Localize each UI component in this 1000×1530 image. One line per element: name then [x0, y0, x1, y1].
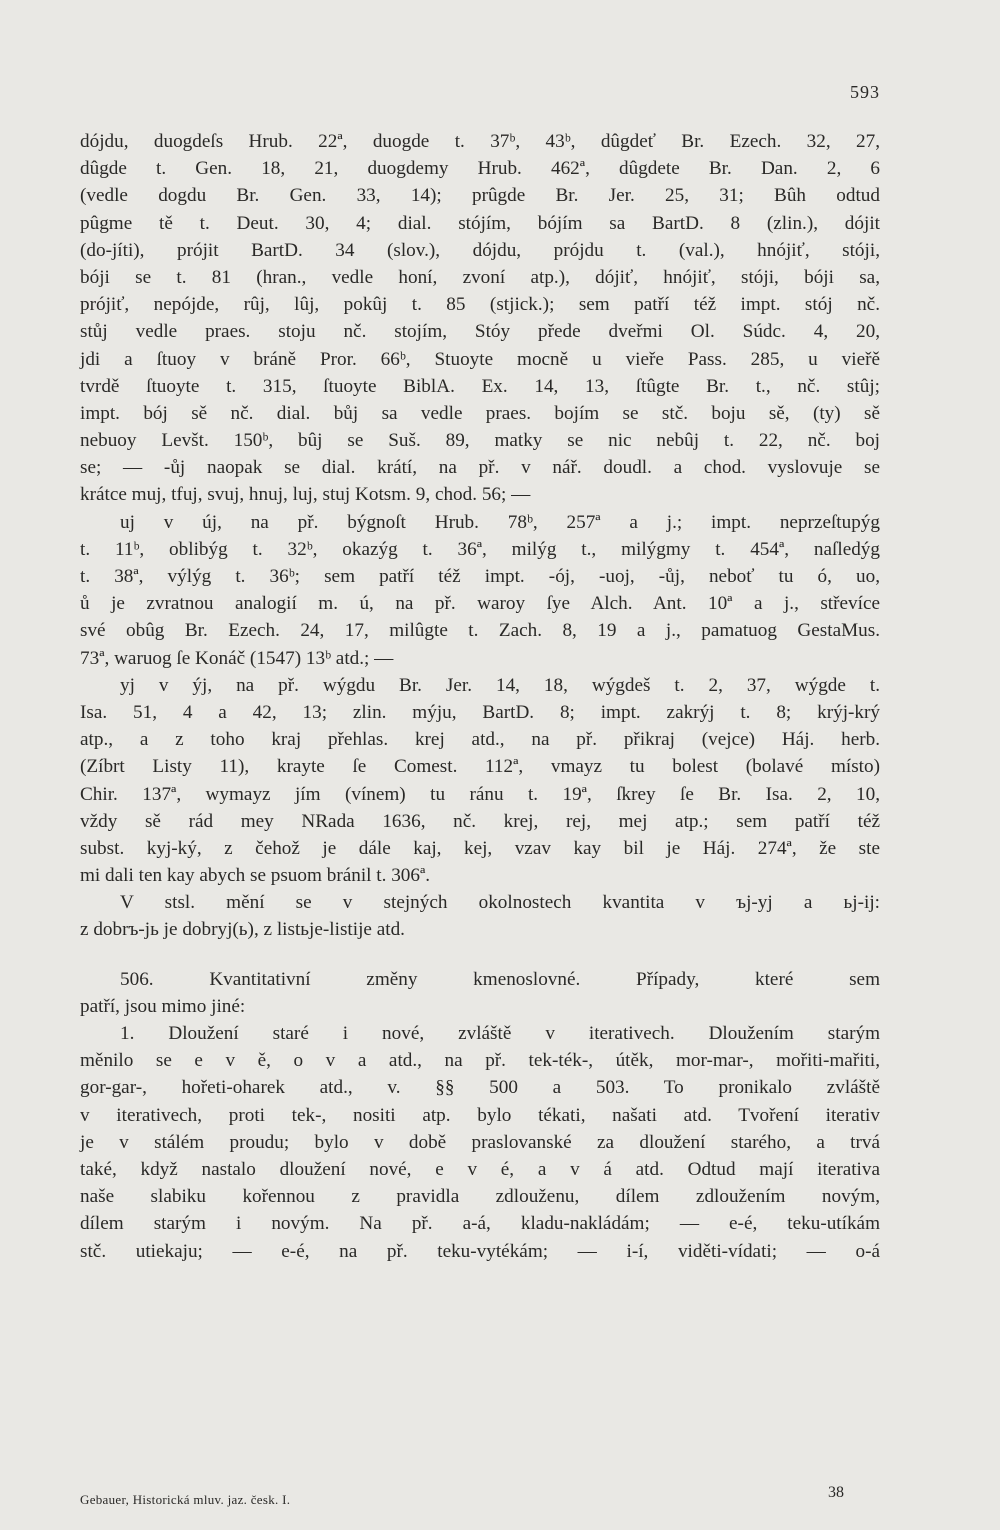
text-line: gor-gar-, hořeti-oharek atd., v. §§ 500 a 503. To pronikalo zvláště [80, 1077, 880, 1099]
section-gap [80, 944, 880, 966]
text-line: 73ª, waruog ſe Konáč (1547) 13ᵇ atd.; — [80, 647, 394, 669]
text-line: také, když nastalo dloužení nové, e v é, a v á atd. Odtud mají iterativa [80, 1158, 880, 1180]
text-line: z dobrъ-jь je dobryj(ь), z listьje-listije atd. [80, 919, 405, 941]
text-line: se; — -ůj naopak se dial. krátí, na př. v nář. doudl. a chod. vyslovuje se [80, 457, 880, 479]
text-line: Chir. 137ª, wymayz jím (vínem) tu ránu t. 19ª, ſkrey ſe Br. Isa. 2, 10, [80, 783, 880, 805]
text-line: V stsl. mění se v stejných okolnostech kvantita v ъj-yj a ьj-ij: [120, 892, 880, 914]
paragraph-4 [80, 889, 880, 943]
text-line: atp., a z toho kraj přehlas. krej atd., na př. přikraj (vejce) Háj. herb. [80, 729, 880, 751]
text-line: t. 38ª, výlýg t. 36ᵇ; sem patří též impt. -ój, -uoj, -ůj, neboť tu ó, uo, [80, 566, 880, 587]
signature-number: 38 [828, 1484, 844, 1501]
text-line: v iterativech, proti tek-, nositi atp. bylo tékati, našati atd. Tvoření iterativ [80, 1104, 880, 1126]
text-line: ů je zvratnou analogií m. ú, na př. waroy ſye Alch. Ant. 10ª a j., střevíce [80, 593, 880, 615]
page-number: 593 [850, 82, 880, 102]
text-line: 1. Dloužení staré i nové, zvláště v iterativech. Dloužením starým [120, 1023, 880, 1044]
text-line: dójdu, duogdeſs Hrub. 22ª, duogde t. 37ᵇ, 43ᵇ, dûgdeť Br. Ezech. 32, 27, [80, 131, 880, 152]
text-line: impt. bój sě nč. dial. bůj sa vedle praes. bojím se stč. boju sě, (ty) sě [80, 402, 880, 424]
text-line: jdi a ſtuoy v bráně Pror. 66ᵇ, Stuoyte mocně u vieře Pass. 285, u vieřě [80, 348, 880, 370]
section-heading: 506. Kvantitativní změny kmenoslovné. Případy, které sem [120, 968, 880, 990]
text-line: bóji se t. 81 (hran., vedle honí, zvoní atp.), dójiť, hnójiť, stóji, bóji sa, [80, 266, 880, 288]
paragraph-1 [80, 128, 880, 509]
text-line: měnilo se e v ě, o v a atd., na př. tek-ték-, útěk, mor-mar-, mořiti-mařiti, [80, 1050, 880, 1072]
text-line: pûgme tě t. Deut. 30, 4; dial. stójím, bójím sa BartD. 8 (zlin.), dójit [80, 212, 880, 234]
text-line: mi dali ten kay abych se psuom bránil t. 306ª. [80, 865, 431, 887]
text-line: (do-jíti), prójit BartD. 34 (slov.), dójdu, prójdu t. (val.), hnójiť, stóji, [80, 239, 880, 261]
text-line: subst. kyj-ký, z čehož je dále kaj, kej, vzav kay bil je Háj. 274ª, že ste [80, 837, 880, 859]
paragraph-3 [80, 672, 880, 890]
text-line: dílem starým i novým. Na př. a-á, kladu-nakládám; — e-é, teku-utíkám [80, 1213, 880, 1235]
text-line: (Zíbrt Listy 11), krayte ſe Comest. 112ª, vmayz tu bolest (bolavé místo) [80, 756, 880, 778]
text-body [80, 128, 880, 1265]
text-line: je v stálém proudu; bylo v době praslovanské za dloužení starého, a trvá [80, 1131, 880, 1153]
text-line: uj v új, na př. býgnoſt Hrub. 78ᵇ, 257ª a j.; impt. neprzeſtupýg [120, 511, 880, 533]
text-line: krátce muj, tfuj, svuj, hnuj, luj, stuj Kotsm. 9, chod. 56; — [80, 484, 531, 506]
text-line: Isa. 51, 4 a 42, 13; zlin. mýju, BartD. 8; impt. zakrýj t. 8; krýj-krý [80, 701, 880, 723]
text-line: yj v ýj, na př. wýgdu Br. Jer. 14, 18, wýgdeš t. 2, 37, wýgde t. [120, 674, 880, 696]
text-line: (vedle dogdu Br. Gen. 33, 14); prûgde Br. Jer. 25, 31; Bûh odtud [80, 185, 880, 207]
text-line: t. 11ᵇ, oblibýg t. 32ᵇ, okazýg t. 36ª, milýg t., milýgmy t. 454ª, naſledýg [80, 538, 880, 560]
text-line: vždy sě rád mey NRada 1636, nč. krej, rej, mej atp.; sem patří též [80, 810, 880, 832]
paragraph-5 [80, 1020, 880, 1265]
footer-signature: Gebauer, Historická mluv. jaz. česk. I. [80, 1492, 291, 1507]
text-line: tvrdě ſtuoyte t. 315, ſtuoyte BiblA. Ex. 14, 13, ſtûgte Br. t., nč. stûj; [80, 375, 880, 397]
text-line: patří, jsou mimo jiné: [80, 995, 246, 1017]
section-506 [80, 966, 880, 1020]
text-line: naše slabiku kořennou z pravidla zdlouženu, dílem zdloužením novým, [80, 1186, 880, 1208]
text-line: své obûg Br. Ezech. 24, 17, milûgte t. Zach. 8, 19 a j., pamatuog GestaMus. [80, 620, 880, 642]
text-line: stč. utiekaju; — e-é, na př. teku-vytékám; — i-í, viděti-vídati; — o-á [80, 1240, 880, 1262]
paragraph-2 [80, 509, 880, 672]
text-line: stůj vedle praes. stoju nč. stojím, Stóy přede dveřmi Ol. Súdc. 4, 20, [80, 321, 880, 343]
text-line: nebuoy Levšt. 150ᵇ, bûj se Suš. 89, matky se nic nebûj t. 22, nč. boj [80, 430, 880, 452]
text-line: dûgde t. Gen. 18, 21, duogdemy Hrub. 462ª, dûgdete Br. Dan. 2, 6 [80, 158, 880, 180]
text-line: prójiť, nepójde, rûj, lûj, pokûj t. 85 (stjick.); sem patří též impt. stój nč. [80, 294, 880, 316]
